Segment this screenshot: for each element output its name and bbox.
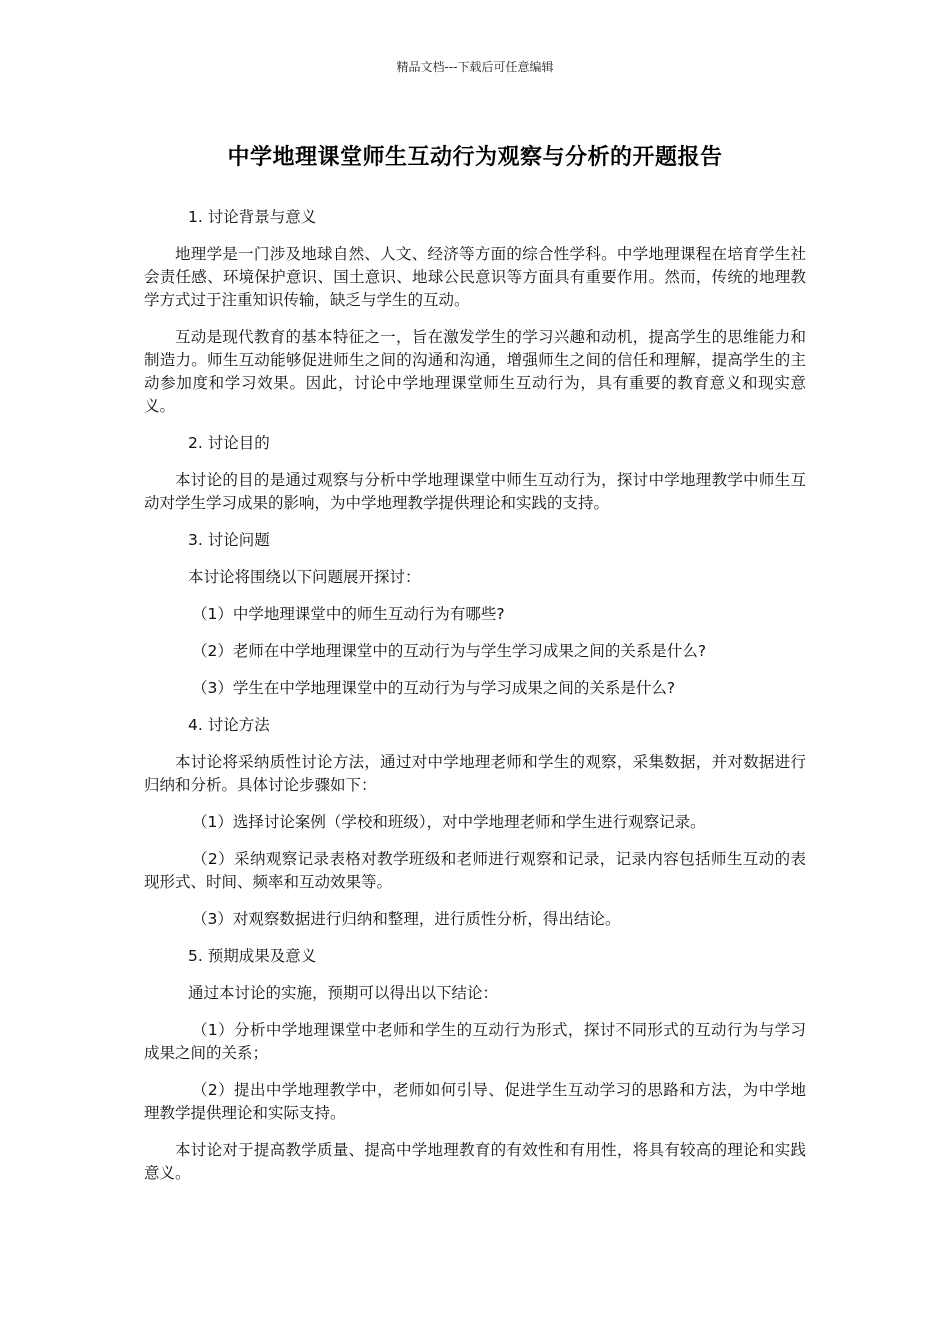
paragraph: 互动是现代教育的基本特征之一，旨在激发学生的学习兴趣和动机，提高学生的思维能力和制造力。师生互动能够促进师生之间的沟通和沟通，增强师生之间的信任和理解，提高学生的主动参加度和学习效果。因此，讨论中学地理课堂师生互动行为，具有重要的教育意义和现实意义。 [144,328,806,415]
section-heading-purpose: 2. 讨论目的 [188,434,270,452]
section-heading-outcomes: 5. 预期成果及意义 [188,947,317,965]
document-body [144,206,806,1199]
list-item: （2）老师在中学地理课堂中的互动行为与学生学习成果之间的关系是什么? [192,642,707,660]
list-item: （3）学生在中学地理课堂中的互动行为与学习成果之间的关系是什么? [192,679,676,697]
list-item: （3）对观察数据进行归纳和整理，进行质性分析，得出结论。 [192,910,621,928]
paragraph: 地理学是一门涉及地球自然、人文、经济等方面的综合性学科。中学地理课程在培育学生社会责任感、环境保护意识、国土意识、地球公民意识等方面具有重要作用。然而，传统的地理教学方式过于注重知识传输，缺乏与学生的互动。 [144,245,806,309]
list-item: （1）中学地理课堂中的师生互动行为有哪些? [192,605,505,623]
section-heading-methods: 4. 讨论方法 [188,716,270,734]
paragraph: 本讨论将采纳质性讨论方法，通过对中学地理老师和学生的观察，采集数据，并对数据进行归纳和分析。具体讨论步骤如下： [144,753,806,794]
section-heading-background: 1. 讨论背景与意义 [188,208,317,226]
list-item: （1）分析中学地理课堂中老师和学生的互动行为形式，探讨不同形式的互动行为与学习成果之间的关系； [144,1021,806,1062]
list-item: （2）采纳观察记录表格对教学班级和老师进行观察和记录，记录内容包括师生互动的表现形式、时间、频率和互动效果等。 [144,850,806,891]
list-item: （1）选择讨论案例（学校和班级），对中学地理老师和学生进行观察记录。 [192,813,706,831]
header-note: 精品文档---下载后可任意编辑 [396,60,554,74]
paragraph: 通过本讨论的实施，预期可以得出以下结论： [188,984,499,1002]
list-item: （2）提出中学地理教学中，老师如何引导、促进学生互动学习的思路和方法，为中学地理教学提供理论和实际支持。 [144,1081,806,1122]
paragraph: 本讨论的目的是通过观察与分析中学地理课堂中师生互动行为，探讨中学地理教学中师生互动对学生学习成果的影响，为中学地理教学提供理论和实践的支持。 [144,471,806,512]
paragraph: 本讨论对于提高教学质量、提高中学地理教育的有效性和有用性，将具有较高的理论和实践意义。 [144,1141,806,1182]
paragraph: 本讨论将围绕以下问题展开探讨： [188,568,421,586]
document-title: 中学地理课堂师生互动行为观察与分析的开题报告 [227,145,723,170]
section-heading-questions: 3. 讨论问题 [188,531,270,549]
